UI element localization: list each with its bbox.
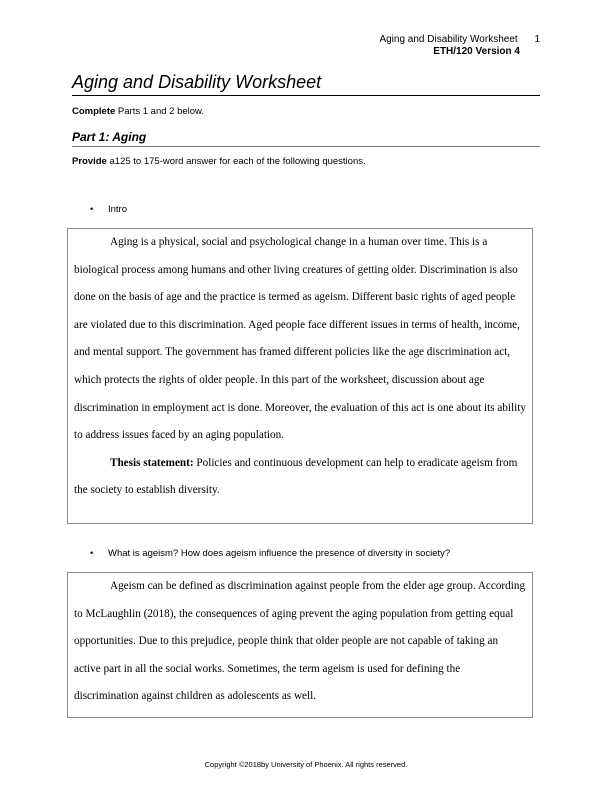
complete-instruction xyxy=(72,106,204,118)
complete-rest: Parts 1 and 2 below. xyxy=(115,106,205,117)
document-title: Aging and Disability Worksheet xyxy=(72,70,540,96)
bullet-icon: • xyxy=(90,548,94,559)
bullet-icon: • xyxy=(90,204,94,215)
thesis-text: Policies and continuous development can help to eradicate ageism from the society to establish diversity. xyxy=(74,456,518,497)
thesis-label: Thesis statement: xyxy=(110,456,194,469)
provide-bold: Provide xyxy=(72,156,107,167)
part1-heading: Part 1: Aging xyxy=(72,129,540,147)
bullet-intro xyxy=(90,204,127,216)
intro-paragraph: Aging is a physical, social and psychological change in a human over time. This is a biological process among humans and other living creatures of getting older. Discrimination is also done on the basis of age and the practice is termed as ageism. Different basic rights of aged people are violated due to this discrimination. Aged people face different issues in terms of health, income, and mental support. The government has framed different policies like the age discrimination act, which protects the rights of older people. In this part of the worksheet, discussion about age discrimination in employment act is done. Moreover, the evaluation of this act is one about its ability to address issues faced by an aging population. xyxy=(74,236,526,442)
provide-rest: a125 to 175-word answer for each of the following questions. xyxy=(106,156,366,167)
ageism-paragraph: Ageism can be defined as discrimination against people from the elder age group. According to McLaughlin (2018), the consequences of aging prevent the aging population from getting equal opportunities. Due to this prejudice, people think that older people are not capable of taking an active part in all the social works. Sometimes, the term ageism is used for defining the discrimination against children as adolescents as well. xyxy=(74,580,526,703)
page-header xyxy=(379,34,540,58)
answer-box-intro[interactable] xyxy=(67,228,533,524)
answer-box-ageism[interactable] xyxy=(67,572,533,718)
bullet-ageism-question xyxy=(90,548,450,560)
copyright-footer: Copyright ©2018by University of Phoenix. All rights reserved. xyxy=(204,760,408,769)
bullet-label: Intro xyxy=(108,204,128,215)
page-number: 1 xyxy=(534,34,540,45)
header-course: ETH/120 Version 4 xyxy=(433,46,520,57)
complete-bold: Complete xyxy=(72,106,116,117)
thesis-paragraph xyxy=(74,450,532,505)
header-title: Aging and Disability Worksheet xyxy=(379,34,518,45)
bullet-label: What is ageism? How does ageism influence the presence of diversity in society? xyxy=(108,548,451,559)
provide-instruction xyxy=(72,156,366,168)
